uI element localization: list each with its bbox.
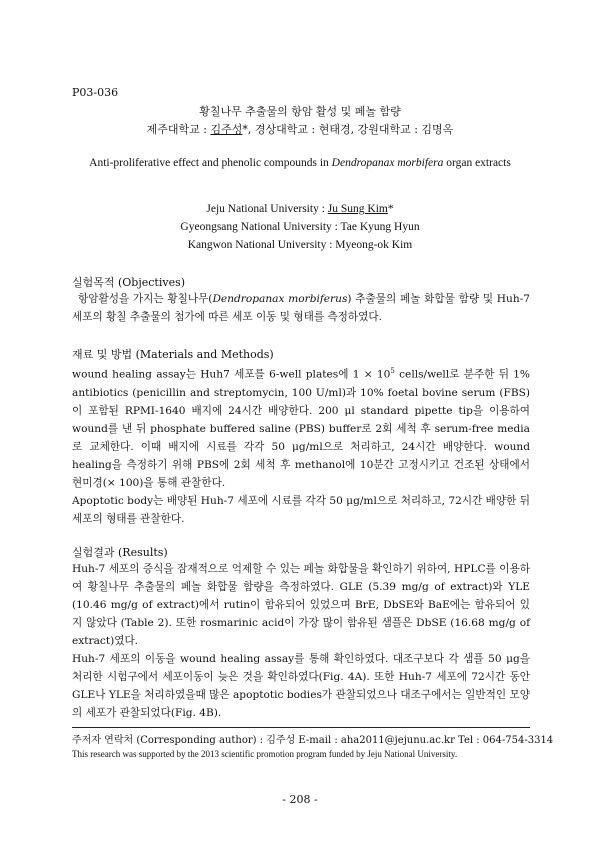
methods-p1-sup: 5 (390, 367, 395, 375)
results-body (72, 560, 530, 722)
english-title-pre: Anti-proliferative effect and phenolic compounds in (89, 157, 332, 169)
objectives-post: ) 추출물의 페놀 화합물 함량 및 Huh-7 세포의 황칠 추출물의 첨가에 따른 세포 이동 및 형태를 측정하였다. (72, 293, 531, 323)
objectives-heading: 실험목적 (Objectives) (72, 276, 186, 289)
methods-p2: Apoptotic body는 배양된 Huh-7 세포에 시료를 각각 50 μg/ml으로 처리하고, 72시간 배양한 뒤 세포의 형태를 관찰한다. (72, 494, 530, 525)
korean-presenter: 김주성 (210, 123, 243, 136)
english-title-post: organ extracts (443, 157, 511, 169)
methods-heading: 재료 및 방법 (Materials and Methods) (72, 348, 274, 361)
korean-aff-pre: 제주대학교 : (146, 123, 211, 136)
funding-note: This research was supported by the 2013 scientific promotion program funded by Jeju National University. (72, 749, 458, 759)
english-title (60, 156, 540, 171)
author-1-mark: * (387, 203, 394, 215)
results-p1: Huh-7 세포의 증식을 잠재적으로 억제할 수 있는 페놀 화합물을 확인하기 위하여, HPLC를 이용하여 황칠나무 추출물의 페놀 화합물 함량을 측정하였다. GLE (5.39 mg/g of extract)와 YLE (10.46 mg/g of extract)에서 rutin이 함유되어 있었으며 BrE, DbSE와 BaE에는 함유되어 있지 않았다 (Table 2). 또한 rosmarinic acid이 가장 많이 함유된 샘플은 DbSE (16.68 mg/g of extract)였다. (72, 563, 530, 647)
page-number: - 208 - (282, 793, 318, 806)
author-1-presenter: Ju Sung Kim (327, 203, 388, 215)
results-heading: 실험결과 (Results) (72, 546, 168, 559)
footer-divider (72, 727, 530, 728)
methods-p1-post: cells/well로 분주한 뒤 1% antibiotics (penicillin and streptomycin, 100 U/ml)과 10% foetal bovine serum (FBS)이 포함된 RPMI-1640 배지에 24시간 배양한다. 200 μl standard pipette tip을 이용하여 wound를 낸 뒤 phosphate buffered saline (PBS) buffer로 2회 세척 후 serum-free media로 교체한다. 이때 배지에 시료를 각각 50 μg/ml으로 처리하고, 24시간 배양한다. wound healing을 측정하기 위해 PBS에 2회 세척 후 methanol에 10분간 고정시키고 건조된 상태에서 현미경(× 100)을 통해 관찰한다. (72, 368, 531, 489)
objectives-pre: 항암활성을 가지는 황칠나무( (78, 293, 213, 305)
english-title-species: Dendropanax morbifera (331, 157, 444, 169)
methods-p1-pre: wound healing assay는 Huh7 세포를 6-well plates에 1 × 10 (72, 368, 391, 381)
author-1-aff: Jeju National University : (206, 203, 328, 215)
objectives-species: Dendropanax morbiferus (212, 293, 348, 305)
author-line-2: Gyeongsang National University : Tae Kyung Hyun (180, 221, 420, 233)
results-p2: Huh-7 세포의 이동을 wound healing assay를 통해 확인하였다. 대조구보다 각 샘플 50 μg을 처리한 시험구에서 세포이동이 늦은 것을 확인하였다(Fig. 4A). 또한 Huh-7 세포에 72시간 동안 GLE나 YLE을 처리하였을때 많은 apoptotic bodies가 관찰되었으나 대조구에서는 일반적인 모양의 세포가 관찰되었다(Fig. 4B). (72, 653, 530, 719)
author-line-3: Kangwon National University : Myeong-ok Kim (187, 239, 413, 251)
korean-affiliations (0, 121, 600, 137)
author-line-1 (0, 203, 600, 215)
methods-body (72, 362, 530, 528)
abstract-code: P03-036 (72, 86, 119, 99)
korean-title: 황칠나무 추출물의 항암 활성 및 페놀 함량 (199, 105, 401, 118)
corresponding-author: 주저자 연락처 (Corresponding author) : 김주성 E-mail : aha2011@jejunu.ac.kr Tel : 064-754-3314 (72, 735, 554, 746)
objectives-body (72, 290, 530, 326)
korean-aff-post: *, 경상대학교 : 현태경, 강원대학교 : 김명옥 (242, 123, 454, 136)
